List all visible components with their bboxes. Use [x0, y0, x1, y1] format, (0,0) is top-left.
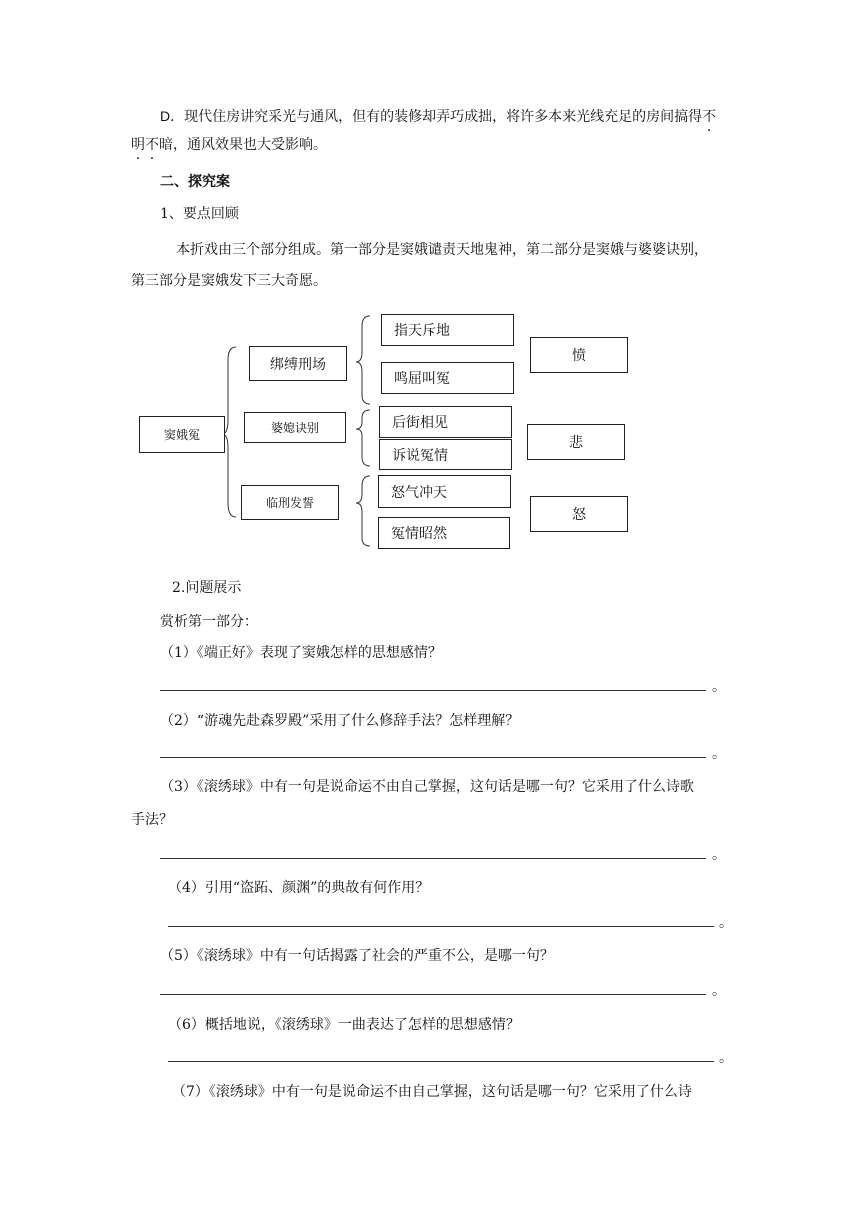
emphasis-char: 不: [702, 109, 717, 125]
question-4: （4）引用“盗跖、颜渊”的典故有何作用？: [168, 880, 430, 896]
branch-3-item-1: 怒气冲天: [378, 475, 511, 508]
branch-3-title: 临刑发誓: [241, 485, 339, 520]
option-d-label: D．: [160, 108, 185, 124]
question-1: （1）《端正好》表现了窦娥怎样的思想感情？: [160, 645, 442, 661]
period-1: 。: [712, 679, 726, 695]
period-2: 。: [712, 746, 726, 762]
branch-2-item-2: 诉说冤情: [379, 439, 512, 470]
point-review-heading: 1、要点回顾: [160, 206, 239, 222]
answer-line-6[interactable]: [168, 1061, 714, 1062]
answer-line-3[interactable]: [160, 858, 706, 859]
period-3: 。: [712, 847, 726, 863]
answer-line-4[interactable]: [168, 926, 714, 927]
branch-1-item-1: 指天斥地: [381, 314, 514, 346]
question-7: （7）《滚绣球》中有一句是说命运不由自己掌握，这句话是哪一句？它采用了什么诗: [172, 1084, 692, 1100]
option-d-line2: [131, 134, 327, 154]
branch-2-title: 婆媳诀别: [244, 412, 346, 443]
answer-line-2[interactable]: [160, 757, 706, 758]
emphasis-char: 明: [131, 137, 145, 153]
problem-heading: 2.问题展示: [172, 580, 242, 596]
question-6: （6）概括地说，《滚绣球》一曲表达了怎样的思想感情？: [168, 1017, 520, 1033]
root-box: 窦娥冤: [139, 416, 225, 453]
section-title: 二、探究案: [160, 174, 230, 190]
period-4: 。: [719, 915, 733, 931]
intro-line1: 本折戏由三个部分组成。第一部分是窦娥谴责天地鬼神，第二部分是窦娥与婆婆诀别，: [176, 242, 708, 258]
branch-1-title: 绑缚刑场: [249, 346, 347, 381]
branch-2-item-1: 后街相见: [379, 406, 512, 438]
question-3-cont: 手法？: [131, 812, 173, 828]
branch-brace-2: [356, 410, 370, 466]
option-d-text: 现代住房讲究采光与通风，但有的装修却弄巧成拙，将许多本来光线充足的房间搞得: [184, 109, 703, 125]
answer-line-1[interactable]: [160, 690, 706, 691]
option-d-line1: [160, 106, 716, 126]
intro-line2: 第三部分是窦娥发下三大奇愿。: [131, 273, 327, 289]
option-d-text-cont: 暗，通风效果也大受影响。: [159, 137, 327, 153]
emotion-box-sorrow: 悲: [527, 424, 625, 460]
branch-3-item-2: 冤情昭然: [378, 517, 510, 549]
question-5: （5）《滚绣球》中有一句话揭露了社会的严重不公，是哪一句？: [160, 948, 554, 964]
branch-1-item-2: 鸣屈叫冤: [381, 362, 514, 394]
period-6: 。: [719, 1050, 733, 1066]
emphasis-char: 不: [145, 137, 159, 153]
branch-brace-1: [356, 316, 370, 404]
period-5: 。: [712, 983, 726, 999]
branch-brace-3: [356, 476, 370, 546]
appreciate-heading: 赏析第一部分：: [160, 614, 258, 630]
emotion-box-rage: 怒: [530, 496, 628, 532]
question-3: （3）《滚绣球》中有一句是说命运不由自己掌握，这句话是哪一句？它采用了什么诗歌: [160, 779, 694, 795]
answer-line-5[interactable]: [160, 994, 706, 995]
question-2: （2）“游魂先赴森罗殿”采用了什么修辞手法？怎样理解？: [160, 713, 520, 729]
emotion-box-anger: 愤: [530, 337, 628, 373]
